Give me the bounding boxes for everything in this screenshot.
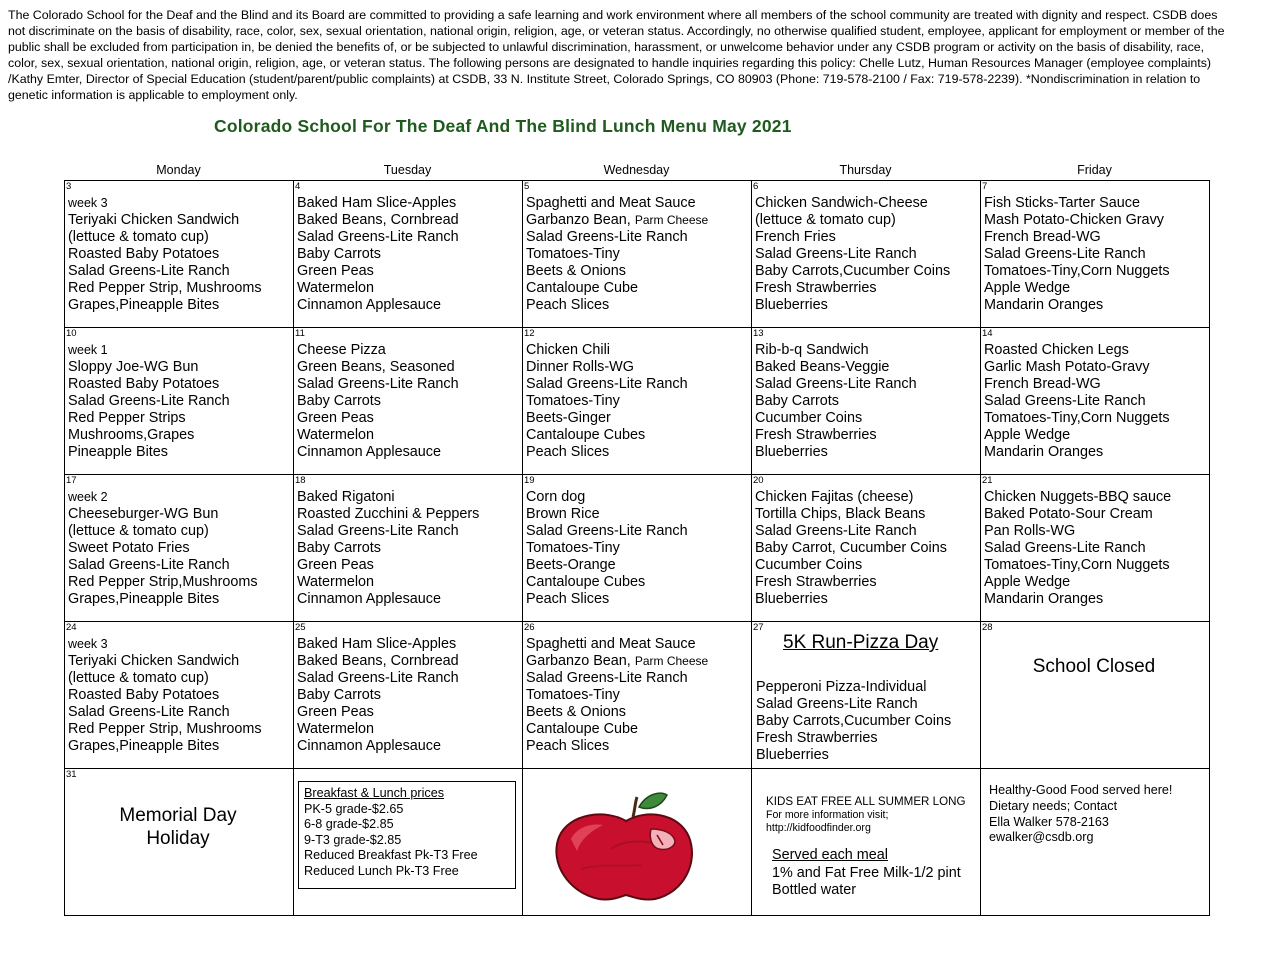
menu-item: Salad Greens-Lite Ranch: [526, 376, 688, 392]
menu-item: Salad Greens-Lite Ranch: [68, 393, 230, 409]
summer-meals-cell: [752, 769, 981, 915]
menu-item: Roasted Chicken Legs: [984, 342, 1129, 358]
day-cell-friday: [981, 328, 1209, 475]
page-title: Colorado School For The Deaf And The Blind Lunch Menu May 2021: [214, 116, 792, 136]
memorial-day-label: Memorial Day Holiday: [119, 805, 237, 849]
menu-item: Salad Greens-Lite Ranch: [755, 246, 917, 262]
menu-item: Grapes,Pineapple Bites: [68, 297, 220, 313]
menu-item: Beets & Onions: [526, 263, 626, 279]
menu-item: Garbanzo Bean, Parm Cheese: [526, 653, 709, 669]
date-number: 18: [295, 475, 306, 486]
menu-item: Salad Greens-Lite Ranch: [755, 523, 917, 539]
menu-item: (lettuce & tomato cup): [68, 229, 209, 245]
menu-item: French Fries: [755, 229, 836, 245]
menu-item: Baked Potato-Sour Cream: [984, 506, 1153, 522]
price-item: 6-8 grade-$2.85: [304, 817, 394, 832]
menu-item: Tomatoes-Tiny: [526, 687, 620, 703]
date-number: 24: [66, 622, 77, 633]
menu-item: Cinnamon Applesauce: [297, 297, 442, 313]
menu-item: Blueberries: [756, 747, 829, 763]
menu-item: Salad Greens-Lite Ranch: [297, 376, 459, 392]
menu-item: Watermelon: [297, 721, 375, 737]
menu-item: Baked Beans, Cornbread: [297, 212, 459, 228]
menu-item: Cucumber Coins: [755, 557, 863, 573]
date-number: 27: [753, 622, 764, 633]
menu-item: Salad Greens-Lite Ranch: [68, 704, 230, 720]
menu-item: Grapes,Pineapple Bites: [68, 591, 220, 607]
menu-item: Salad Greens-Lite Ranch: [297, 229, 459, 245]
date-number: 10: [66, 328, 77, 339]
date-number: 31: [66, 769, 77, 780]
date-number: 21: [982, 475, 993, 486]
menu-item: Mandarin Oranges: [984, 297, 1104, 313]
date-number: 13: [753, 328, 764, 339]
day-cell-tuesday: [294, 181, 523, 328]
menu-item: Apple Wedge: [984, 427, 1071, 443]
day-cell-thursday: [752, 475, 981, 622]
menu-item: Salad Greens-Lite Ranch: [984, 393, 1146, 409]
menu-item: Blueberries: [755, 444, 828, 460]
day-header-thursday: Thursday: [839, 163, 892, 177]
menu-item: Red Pepper Strip, Mushrooms: [68, 280, 262, 296]
week-label: week 3: [68, 637, 108, 651]
menu-item: Salad Greens-Lite Ranch: [984, 540, 1146, 556]
menu-item: Pineapple Bites: [68, 444, 169, 460]
date-number: 25: [295, 622, 306, 633]
date-number: 19: [524, 475, 535, 486]
date-number: 6: [753, 181, 759, 192]
menu-item: Baby Carrots,Cucumber Coins: [756, 713, 952, 729]
menu-item: Mandarin Oranges: [984, 444, 1104, 460]
day-cell-wednesday: [523, 475, 752, 622]
date-number: 7: [982, 181, 988, 192]
menu-item: Tomatoes-Tiny,Corn Nuggets: [984, 557, 1170, 573]
menu-item: Watermelon: [297, 280, 375, 296]
menu-item: Salad Greens-Lite Ranch: [68, 263, 230, 279]
menu-item: Mash Potato-Chicken Gravy: [984, 212, 1164, 228]
menu-item: Corn dog: [526, 489, 586, 505]
day-cell-wednesday: [523, 328, 752, 475]
menu-item: French Bread-WG: [984, 229, 1101, 245]
menu-item: Dinner Rolls-WG: [526, 359, 634, 375]
day-cell-tuesday: [294, 328, 523, 475]
menu-item: Salad Greens-Lite Ranch: [297, 670, 459, 686]
menu-item: Cheese Pizza: [297, 342, 386, 358]
menu-item: Chicken Fajitas (cheese): [755, 489, 914, 505]
day-cell-tuesday: [294, 622, 523, 769]
kidfoodfinder-link[interactable]: http://kidfoodfinder.org: [766, 822, 871, 834]
menu-item: Baked Beans-Veggie: [755, 359, 890, 375]
price-heading: Breakfast & Lunch prices: [304, 786, 445, 800]
menu-item: Red Pepper Strip, Mushrooms: [68, 721, 262, 737]
menu-item: Spaghetti and Meat Sauce: [526, 636, 696, 652]
menu-item: Teriyaki Chicken Sandwich: [68, 653, 240, 669]
menu-item: Blueberries: [755, 591, 828, 607]
menu-item: Baby Carrots: [297, 393, 381, 409]
menu-item: Cantaloupe Cubes: [526, 574, 646, 590]
menu-item: Baby Carrot, Cucumber Coins: [755, 540, 947, 556]
menu-item: Cinnamon Applesauce: [297, 738, 442, 754]
pizza-day-heading: 5K Run-Pizza Day: [783, 632, 939, 653]
menu-item: Peach Slices: [526, 591, 610, 607]
day-cell-tuesday: [294, 475, 523, 622]
menu-item: Salad Greens-Lite Ranch: [756, 696, 918, 712]
day-header-wednesday: Wednesday: [603, 163, 670, 177]
menu-item: Salad Greens-Lite Ranch: [526, 523, 688, 539]
menu-item: Salad Greens-Lite Ranch: [755, 376, 917, 392]
menu-item: Salad Greens-Lite Ranch: [526, 229, 688, 245]
menu-item: Mandarin Oranges: [984, 591, 1104, 607]
kids-eat-free-note: KIDS EAT FREE ALL SUMMER LONG For more information visit; http://kidfoodfinder.org: [766, 795, 966, 834]
date-number: 11: [295, 328, 305, 339]
menu-item: Baked Beans, Cornbread: [297, 653, 459, 669]
menu-item: Pepperoni Pizza-Individual: [756, 679, 927, 695]
menu-item: Fresh Strawberries: [755, 427, 877, 443]
menu-item: Baby Carrots,Cucumber Coins: [755, 263, 951, 279]
menu-item: Roasted Baby Potatoes: [68, 687, 220, 703]
menu-item: Grapes,Pineapple Bites: [68, 738, 220, 754]
menu-item: Green Peas: [297, 704, 374, 720]
day-cell-wednesday: [523, 181, 752, 328]
menu-item: Baby Carrots: [755, 393, 839, 409]
price-item: Reduced Lunch Pk-T3 Free: [304, 863, 459, 878]
day-header-tuesday: Tuesday: [383, 163, 432, 177]
prices-cell: [294, 769, 523, 915]
menu-item: Roasted Zucchini & Peppers: [297, 506, 480, 522]
date-number: 14: [982, 328, 993, 339]
menu-item: Tortilla Chips, Black Beans: [755, 506, 926, 522]
menu-item: Chicken Chili: [526, 342, 610, 358]
date-number: 3: [66, 181, 72, 192]
menu-item: Tomatoes-Tiny: [526, 246, 620, 262]
day-cell-monday: [65, 328, 294, 475]
menu-item: Green Peas: [297, 410, 374, 426]
price-item: 9-T3 grade-$2.85: [304, 832, 402, 847]
menu-item: Watermelon: [297, 574, 375, 590]
date-number: 26: [524, 622, 535, 633]
parm-cheese-note: Parm Cheese: [634, 654, 709, 668]
menu-calendar: [64, 180, 1210, 916]
menu-item: Fresh Strawberries: [756, 730, 878, 746]
menu-item: Cantaloupe Cubes: [526, 427, 646, 443]
menu-item: Sweet Potato Fries: [68, 540, 190, 556]
date-number: 17: [66, 475, 77, 486]
week-label: week 2: [68, 490, 108, 504]
menu-item: Cinnamon Applesauce: [297, 444, 442, 460]
menu-item: Tomatoes-Tiny,Corn Nuggets: [984, 410, 1170, 426]
menu-item: Salad Greens-Lite Ranch: [297, 523, 459, 539]
menu-item: Apple Wedge: [984, 280, 1071, 296]
menu-item: Peach Slices: [526, 297, 610, 313]
day-header-friday: Friday: [1077, 163, 1112, 177]
day-cell-monday: [65, 475, 294, 622]
parm-cheese-note: Parm Cheese: [634, 213, 709, 227]
day-cell-friday: [981, 475, 1209, 622]
menu-item: Blueberries: [755, 297, 828, 313]
contact-cell: [981, 769, 1209, 915]
date-number: 28: [982, 622, 993, 633]
contact-email[interactable]: ewalker@csdb.org: [989, 830, 1094, 845]
menu-item: Red Pepper Strip,Mushrooms: [68, 574, 258, 590]
apple-cell: [523, 769, 752, 915]
day-cell-thursday: [752, 622, 981, 769]
menu-item: Baby Carrots: [297, 246, 381, 262]
menu-item: Peach Slices: [526, 738, 610, 754]
menu-item: Garlic Mash Potato-Gravy: [984, 359, 1150, 375]
menu-item: Roasted Baby Potatoes: [68, 246, 220, 262]
week-label: week 1: [68, 343, 108, 357]
menu-item: Peach Slices: [526, 444, 610, 460]
menu-item: Salad Greens-Lite Ranch: [984, 246, 1146, 262]
menu-item: Baby Carrots: [297, 540, 381, 556]
day-cell-friday: [981, 181, 1209, 328]
menu-item: Chicken Nuggets-BBQ sauce: [984, 489, 1172, 505]
menu-item: Watermelon: [297, 427, 375, 443]
menu-item: Fresh Strawberries: [755, 574, 877, 590]
price-box: [298, 781, 516, 889]
day-cell-monday: [65, 181, 294, 328]
served-each-meal: Served each meal 1% and Fat Free Milk-1/2 pint Bottled water: [772, 847, 961, 898]
nondiscrimination-statement: The Colorado School for the Deaf and the Blind and its Board are committed to providing a safe learning and work environment where all members of the school community are treated with dignity and respect. CSDB does not discriminate on the basis of disability, race, color, sex, sexual orientation, national origin, religion, age, or veteran status. Accordingly, no otherwise qualified student, employee, applicant for employment or member of the public shall be excluded from participation in, be denied the benefits of, or be subjected to unlawful discrimination, harassment, or unwelcome behavior under any CSDB program or activity on the basis of disability, race, color, sex, sexual orientation, national origin, religion, age, or veteran status. The following persons are designated to handle inquiries regarding this policy: Chelle Lutz, Human Resources Manager (employee complaints) /Kathy Emter, Director of Special Education (student/parent/public complaints) at CSDB, 33 N. Institute Street, Colorado Springs, CO 80903 (Phone: 719-578-2100 / Fax: 719-578-2239). *Nondiscrimination in relation to genetic information is applicable to employment only.: [8, 8, 1225, 102]
week-label: week 3: [68, 196, 108, 210]
menu-item: Salad Greens-Lite Ranch: [68, 557, 230, 573]
menu-item: Baked Ham Slice-Apples: [297, 195, 457, 211]
menu-item: Beets-Orange: [526, 557, 616, 573]
menu-item: Salad Greens-Lite Ranch: [526, 670, 688, 686]
menu-item: Baked Rigatoni: [297, 489, 395, 505]
menu-item: Apple Wedge: [984, 574, 1071, 590]
day-cell-wednesday: [523, 622, 752, 769]
menu-item: Baby Carrots: [297, 687, 381, 703]
menu-item: Spaghetti and Meat Sauce: [526, 195, 696, 211]
apple-icon: [551, 789, 701, 904]
menu-item: Pan Rolls-WG: [984, 523, 1076, 539]
menu-item: (lettuce & tomato cup): [68, 670, 209, 686]
menu-item: Green Beans, Seasoned: [297, 359, 455, 375]
menu-item: Sloppy Joe-WG Bun: [68, 359, 199, 375]
menu-item: (lettuce & tomato cup): [755, 212, 896, 228]
menu-item: Tomatoes-Tiny: [526, 393, 620, 409]
menu-item: Cheeseburger-WG Bun: [68, 506, 219, 522]
price-item: Reduced Breakfast Pk-T3 Free: [304, 848, 478, 863]
menu-item: French Bread-WG: [984, 376, 1101, 392]
menu-item: Baked Ham Slice-Apples: [297, 636, 457, 652]
day-cell-monday: [65, 622, 294, 769]
school-closed-label: School Closed: [1032, 656, 1156, 677]
menu-item: Beets-Ginger: [526, 410, 611, 426]
day-cell-thursday: [752, 328, 981, 475]
menu-item: Beets & Onions: [526, 704, 626, 720]
date-number: 20: [753, 475, 764, 486]
dietary-contact: Healthy-Good Food served here! Dietary needs; Contact Ella Walker 578-2163 ewalker@csdb.org: [989, 783, 1173, 845]
day-cell-friday: [981, 622, 1209, 769]
day-cell-thursday: [752, 181, 981, 328]
price-item: PK-5 grade-$2.65: [304, 801, 404, 816]
date-number: 4: [295, 181, 301, 192]
menu-item: Chicken Sandwich-Cheese: [755, 195, 928, 211]
date-number: 12: [524, 328, 535, 339]
menu-item: Roasted Baby Potatoes: [68, 376, 220, 392]
menu-item: Brown Rice: [526, 506, 600, 522]
menu-item: Tomatoes-Tiny: [526, 540, 620, 556]
menu-item: Red Pepper Strips: [68, 410, 186, 426]
menu-item: Cinnamon Applesauce: [297, 591, 442, 607]
menu-item: Garbanzo Bean, Parm Cheese: [526, 212, 709, 228]
menu-item: Mushrooms,Grapes: [68, 427, 195, 443]
menu-item: Rib-b-q Sandwich: [755, 342, 869, 358]
menu-item: Green Peas: [297, 557, 374, 573]
day-cell-monday: [65, 769, 294, 915]
day-header-monday: Monday: [156, 163, 201, 177]
menu-item: Fresh Strawberries: [755, 280, 877, 296]
menu-item: Green Peas: [297, 263, 374, 279]
menu-item: Teriyaki Chicken Sandwich: [68, 212, 240, 228]
menu-item: Cucumber Coins: [755, 410, 863, 426]
menu-item: Cantaloupe Cube: [526, 280, 639, 296]
date-number: 5: [524, 181, 530, 192]
menu-item: Cantaloupe Cube: [526, 721, 639, 737]
menu-item: (lettuce & tomato cup): [68, 523, 209, 539]
menu-item: Tomatoes-Tiny,Corn Nuggets: [984, 263, 1170, 279]
menu-item: Fish Sticks-Tarter Sauce: [984, 195, 1140, 211]
